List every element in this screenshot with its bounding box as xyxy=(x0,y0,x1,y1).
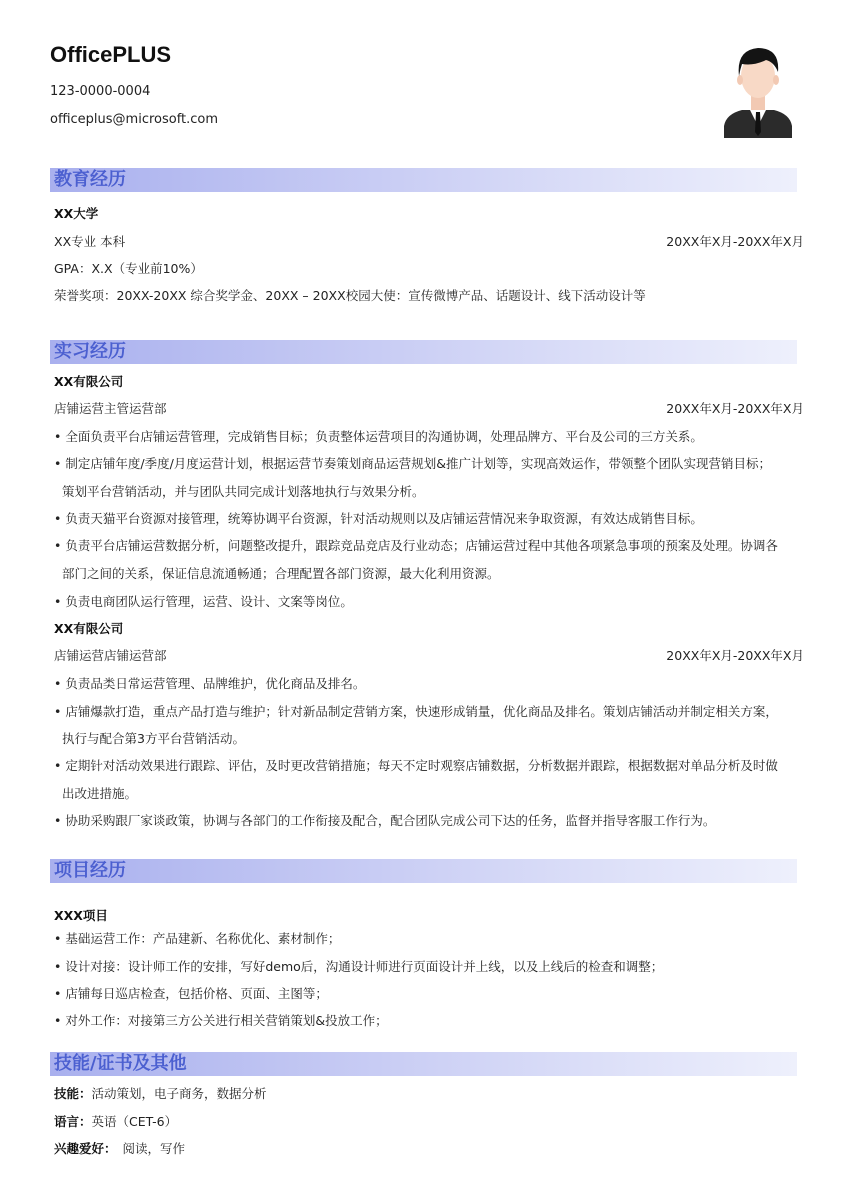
job-role: 店铺运营主管运营部 xyxy=(54,401,167,416)
school-name: XX大学 xyxy=(54,206,99,221)
education-dates: 20XX年X月-20XX年X月 xyxy=(666,234,804,249)
job-duty: • 全面负责平台店铺运营管理，完成销售目标；负责整体运营项目的沟通协调，处理品牌方、平台及公司的三方关系。 xyxy=(54,428,804,446)
job-role: 店铺运营店铺运营部 xyxy=(54,648,167,663)
major: XX专业 本科 xyxy=(54,234,126,249)
candidate-name: OfficePLUS xyxy=(50,42,172,67)
job-dates: 20XX年X月-20XX年X月 xyxy=(666,401,804,416)
job-duty-continued: 执行与配合第3方平台营销活动。 xyxy=(62,731,245,746)
company-name: XX有限公司 xyxy=(54,621,124,636)
skills-row xyxy=(54,1085,804,1103)
project-title: 项目经历 xyxy=(54,860,126,881)
language-value: 英语（CET-6） xyxy=(91,1114,178,1129)
honors: 荣誉奖项：20XX-20XX 综合奖学金、20XX – 20XX校园大使：宣传微博产品、话题设计、线下活动设计等 xyxy=(54,288,646,303)
language-label: 语言： xyxy=(54,1114,92,1129)
job-duty-continued: 策划平台营销活动，并与团队共同完成计划落地执行与效果分析。 xyxy=(62,484,425,499)
hobby-row xyxy=(54,1140,804,1158)
internship-title: 实习经历 xyxy=(54,341,126,362)
avatar-icon xyxy=(720,42,796,138)
job-duty: • 负责天猫平台资源对接管理，统筹协调平台资源，针对活动规则以及店铺运营情况来争取资源，有效达成销售目标。 xyxy=(54,510,804,528)
skills-title: 技能/证书及其他 xyxy=(54,1053,187,1074)
project-task: • 设计对接：设计师工作的安排，写好demo后，沟通设计师进行页面设计并上线，以及上线后的检查和调整； xyxy=(54,958,804,976)
job-duty: • 负责品类日常运营管理、品牌维护，优化商品及排名。 xyxy=(54,675,804,693)
phone-number: 123-0000-0004 xyxy=(50,84,151,99)
job-role-row xyxy=(54,400,804,418)
education-section-header xyxy=(50,168,797,192)
gpa: GPA：X.X（专业前10%） xyxy=(54,261,203,276)
skills-label: 技能： xyxy=(54,1086,92,1101)
project-task: • 店铺每日巡店检查，包括价格、页面、主图等； xyxy=(54,985,804,1003)
project-task: • 对外工作：对接第三方公关进行相关营销策划&投放工作； xyxy=(54,1012,804,1030)
email-address: officeplus@microsoft.com xyxy=(50,112,219,127)
job-duty: • 店铺爆款打造，重点产品打造与维护；针对新品制定营销方案，快速形成销量，优化商品及排名。策划店铺活动并制定相关方案， xyxy=(54,703,804,721)
job-duty: • 制定店铺年度/季度/月度运营计划，根据运营节奏策划商品运营规划&推广计划等，实现高效运作，带领整个团队实现营销目标； xyxy=(54,455,804,473)
job-duty: • 定期针对活动效果进行跟踪、评估，及时更改营销措施；每天不定时观察店铺数据，分析数据并跟踪，根据数据对单品分析及时做 xyxy=(54,757,804,775)
job-duty: • 负责平台店铺运营数据分析，问题整改提升，跟踪竞品竞店及行业动态；店铺运营过程中其他各项紧急事项的预案及处理。协调各 xyxy=(54,537,804,555)
job-role-row xyxy=(54,647,804,665)
company-name: XX有限公司 xyxy=(54,374,124,389)
education-title: 教育经历 xyxy=(54,169,126,190)
project-section-header xyxy=(50,859,797,883)
language-row xyxy=(54,1113,804,1131)
project-name: XXX项目 xyxy=(54,908,108,923)
internship-section-header xyxy=(50,340,797,364)
skills-value: 活动策划，电子商务，数据分析 xyxy=(91,1086,267,1101)
education-major-row xyxy=(54,233,804,251)
project-task: • 基础运营工作：产品建新、名称优化、素材制作； xyxy=(54,930,804,948)
job-duty-continued: 部门之间的关系，保证信息流通畅通；合理配置各部门资源，最大化利用资源。 xyxy=(62,566,500,581)
hobby-value: 阅读，写作 xyxy=(122,1141,186,1156)
job-duty: • 负责电商团队运行管理，运营、设计、文案等岗位。 xyxy=(54,593,804,611)
job-duty-continued: 出改进措施。 xyxy=(62,786,138,801)
job-duty: • 协助采购跟厂家谈政策，协调与各部门的工作衔接及配合，配合团队完成公司下达的任务，监督并指导客服工作行为。 xyxy=(54,812,804,830)
hobby-label: 兴趣爱好： xyxy=(54,1141,117,1156)
job-dates: 20XX年X月-20XX年X月 xyxy=(666,648,804,663)
skills-section-header xyxy=(50,1052,797,1076)
